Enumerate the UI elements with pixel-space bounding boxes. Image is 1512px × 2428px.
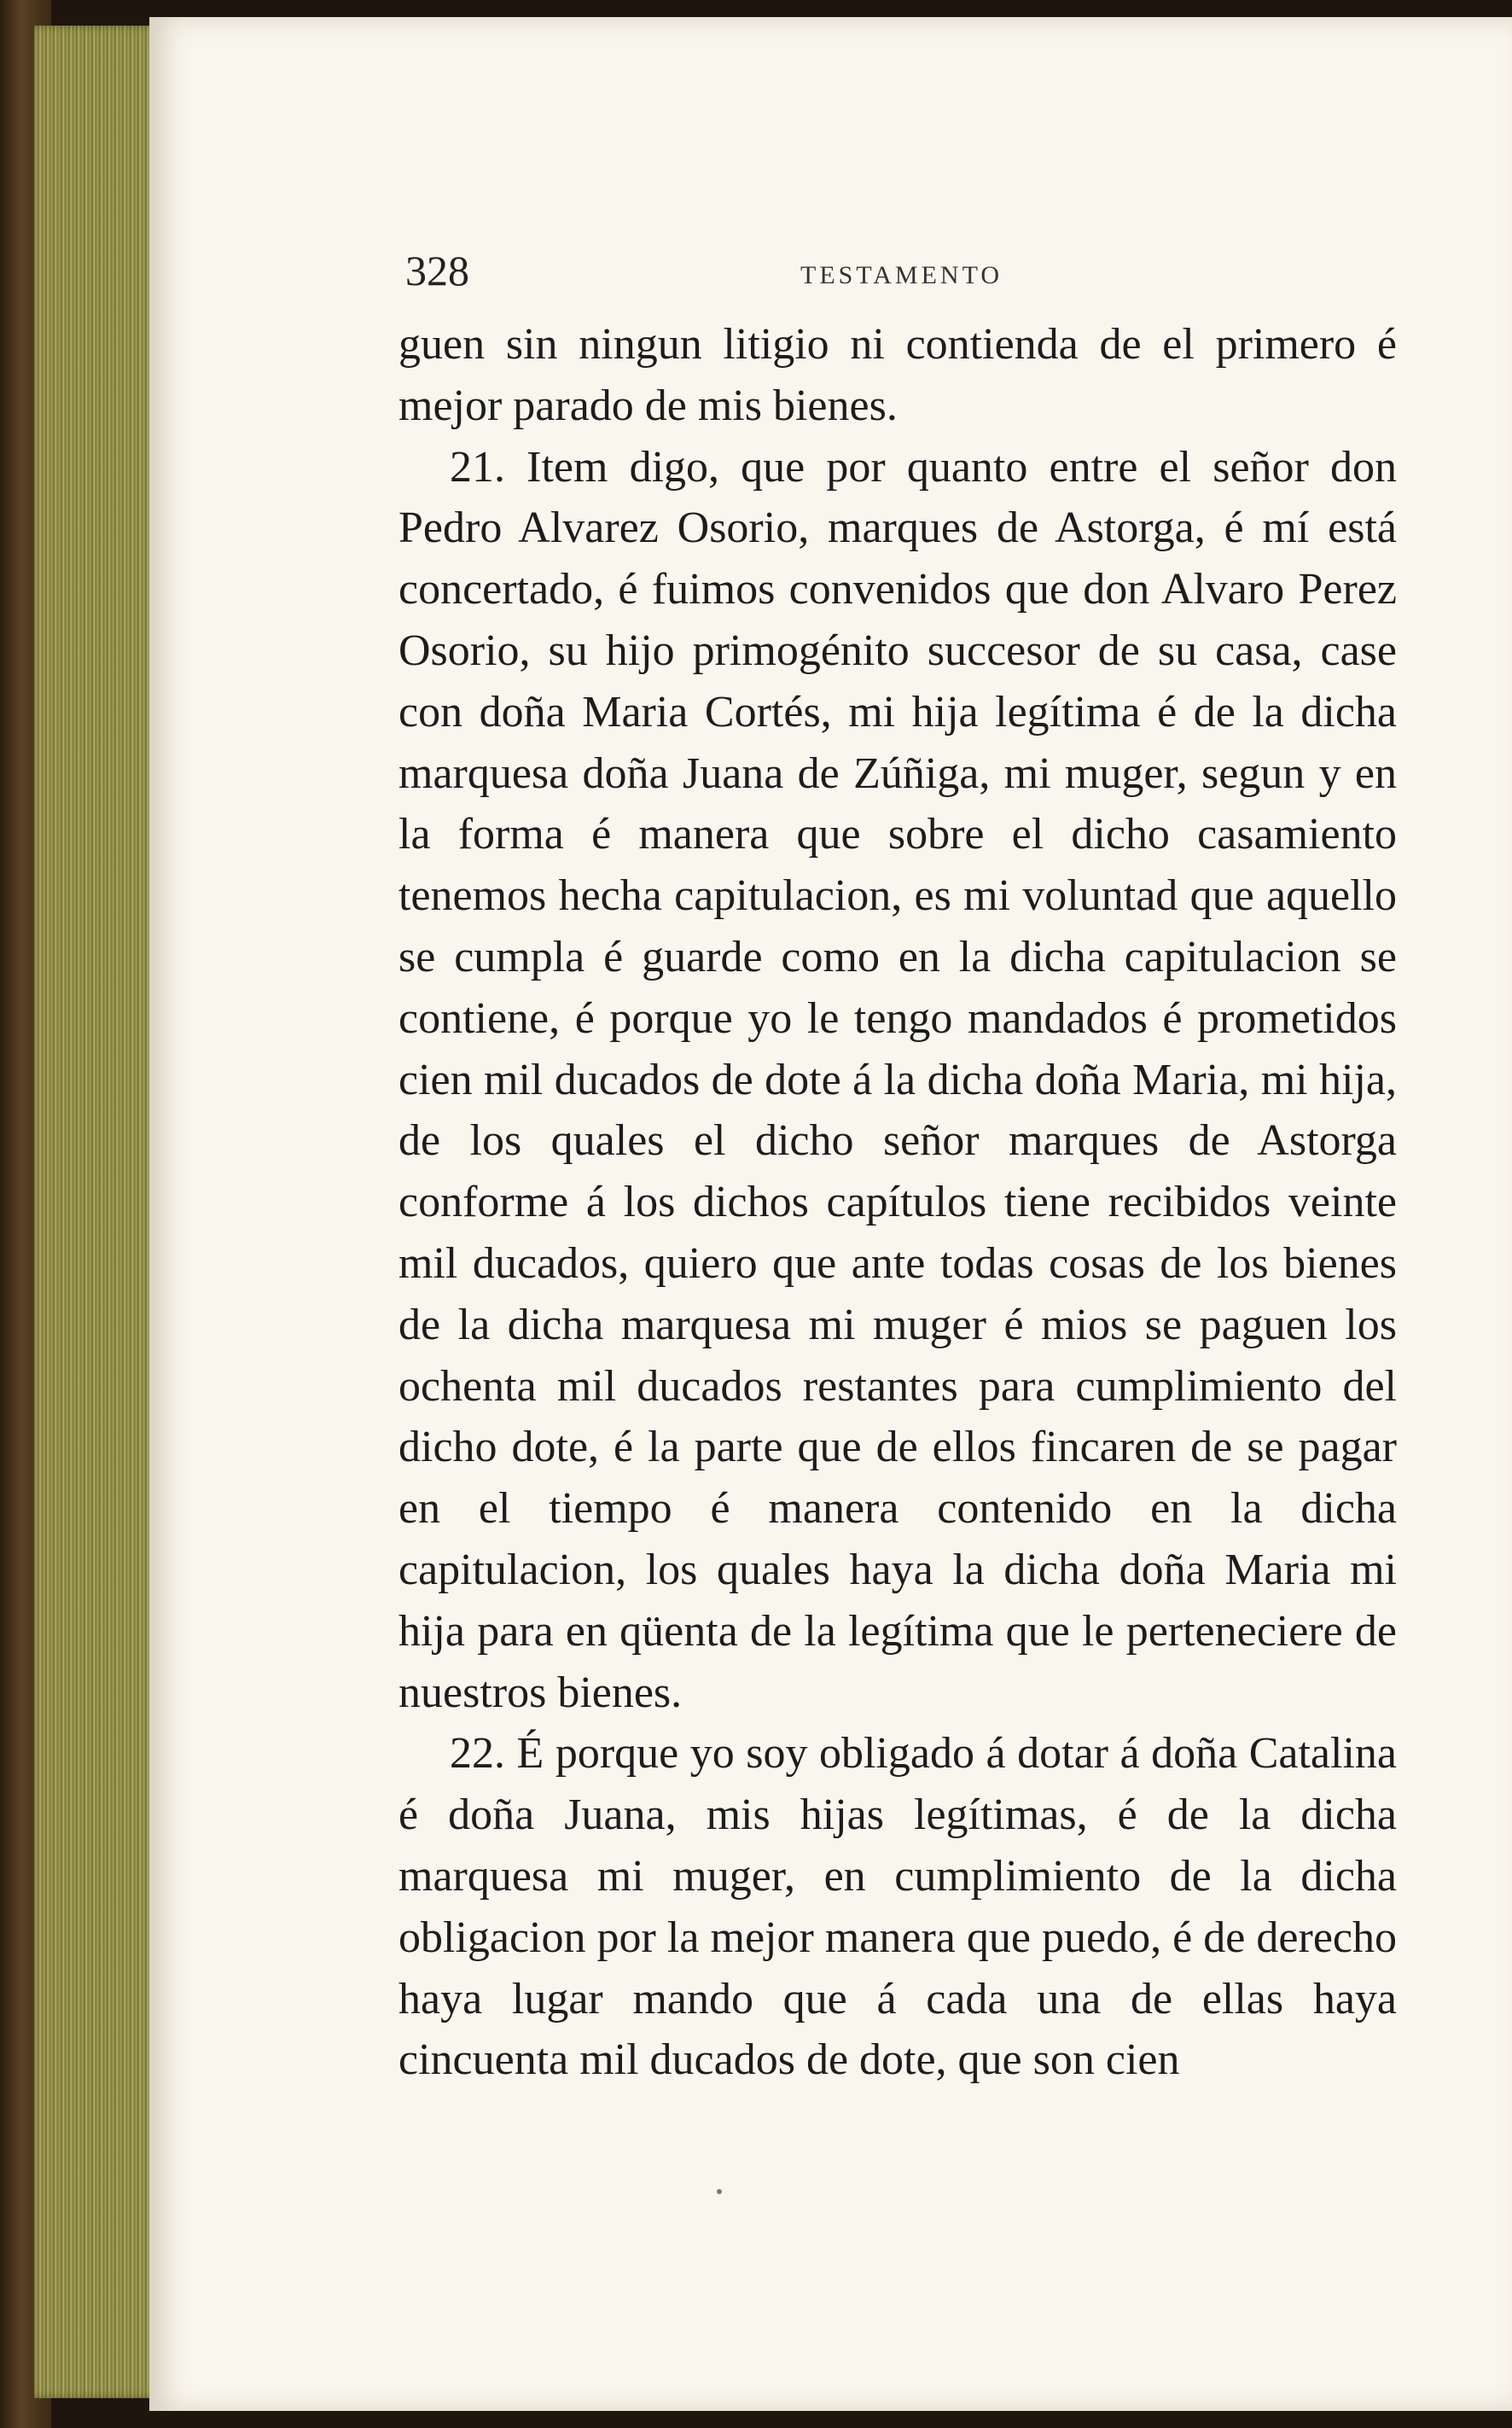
book-page	[149, 17, 1512, 2411]
page-edges	[34, 26, 162, 2398]
running-head	[405, 246, 1512, 314]
paragraph: 21. Item digo, que por quanto entre el señor don Pedro Alvarez Osorio, marques de Astorga, é mí está concertado, é fuimos convenidos que don Alvaro Perez Osorio, su hijo primogénito succesor de su casa, case con doña Maria Cortés, mi hija legítima é de la dicha marquesa doña Juana de Zúñiga, mi muger, segun y en la forma é manera que sobre el dicho casamiento tenemos hecha capitulacion, es mi voluntad que aquello se cumpla é guarde como en la dicha capitulacion se contiene, é porque yo le tengo mandados é prometidos cien mil ducados de dote á la dicha doña Maria, mi hija, de los quales el dicho señor marques de Astorga conforme á los dichos capítulos tiene recibidos veinte mil ducados, quiero que ante todas cosas de los bienes de la dicha marquesa mi muger é mios se paguen los ochenta mil ducados restantes para cumplimiento del dicho dote, é la parte que de ellos fincaren de se pagar en el tiempo é manera contenido en la dicha capitulacion, los quales haya la dicha doña Maria mi hija para en qüenta de la legítima que le perteneciere de nuestros bienes.	[398, 442, 1397, 1717]
running-title: TESTAMENTO	[800, 261, 1003, 289]
paragraph: 22. É porque yo soy obligado á dotar á doña Catalina é doña Juana, mis hijas legítimas, é de la dicha marquesa mi muger, en cumplimiento de la dicha obligacion por la mejor manera que puedo, é de derecho haya lugar mando que á cada una de ellas haya cincuenta mil ducados de dote, que son cien	[398, 1729, 1397, 2085]
paragraph: guen sin ningun litigio ni contienda de el primero é mejor parado de mis bienes.	[398, 320, 1397, 430]
page-number: 328	[405, 247, 469, 294]
body-text	[398, 314, 1397, 2091]
page-content	[398, 246, 1512, 2091]
ink-speck	[717, 2189, 722, 2194]
